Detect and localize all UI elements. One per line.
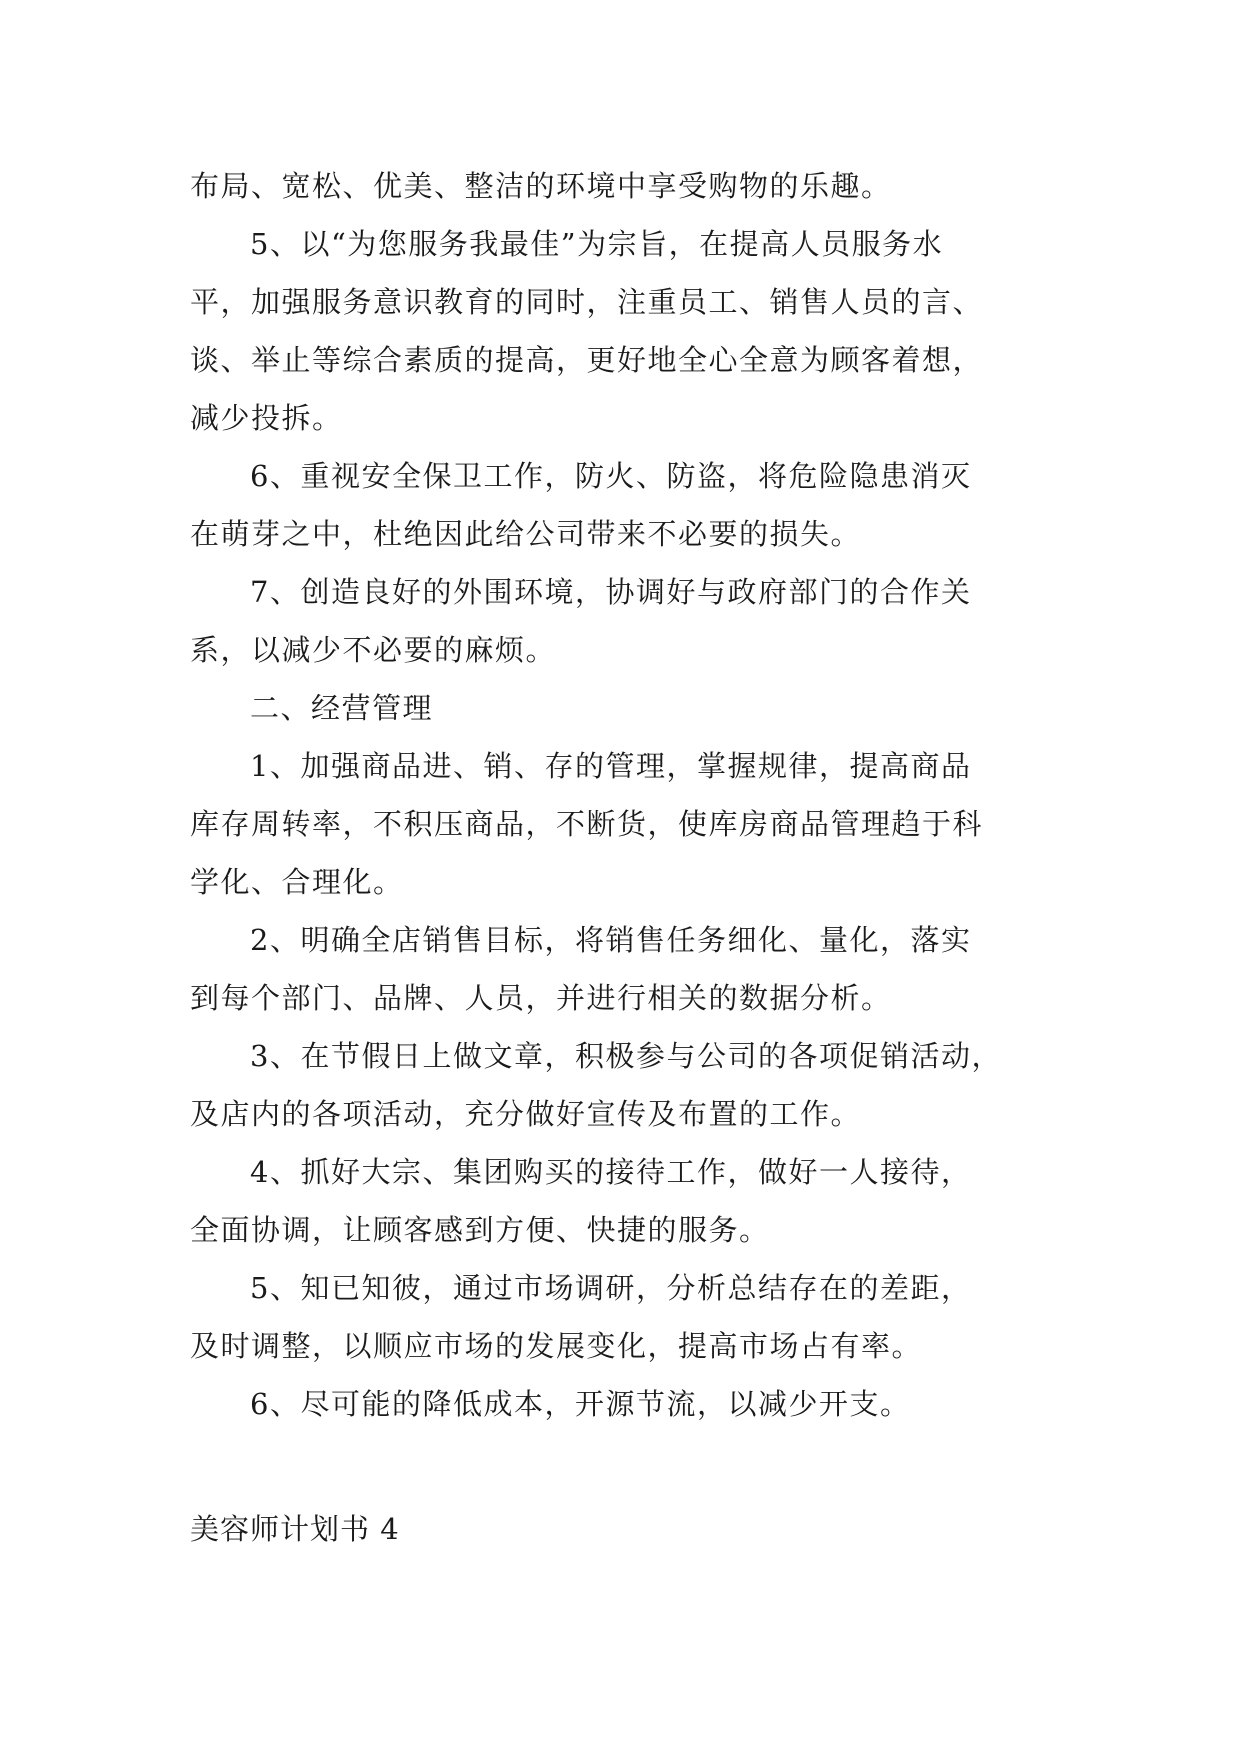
text-line: 5、知已知彼，通过市场调研，分析总结存在的差距， [250, 1271, 972, 1305]
text-line: 学化、合理化。 [190, 865, 404, 899]
text-line: 减少投拆。 [190, 401, 343, 435]
text-line: 及店内的各项活动，充分做好宣传及布置的工作。 [190, 1097, 862, 1131]
text-line: 二、经营管理 [250, 691, 434, 725]
document-body [190, 157, 1070, 1433]
text-line: 系，以减少不必要的麻烦。 [190, 633, 557, 667]
text-line: 到每个部门、品牌、人员，并进行相关的数据分析。 [190, 981, 892, 1015]
text-line: 6、尽可能的降低成本，开源节流，以减少开支。 [250, 1387, 911, 1421]
text-line: 5、以“为您服务我最佳”为宗旨，在提高人员服务水 [250, 227, 944, 261]
text-line: 3、在节假日上做文章，积极参与公司的各项促销活动， [250, 1039, 1002, 1073]
text-line: 4、抓好大宗、集团购买的接待工作，做好一人接待， [250, 1155, 972, 1189]
text-line: 6、重视安全保卫工作，防火、防盗，将危险隐患消灭 [250, 459, 972, 493]
text-line: 库存周转率，不积压商品，不断货，使库房商品管理趋于科 [190, 807, 984, 841]
text-line: 全面协调，让顾客感到方便、快捷的服务。 [190, 1213, 770, 1247]
text-line: 平，加强服务意识教育的同时，注重员工、销售人员的言、 [190, 285, 984, 319]
text-line: 2、明确全店销售目标，将销售任务细化、量化，落实 [250, 923, 972, 957]
text-line: 谈、举止等综合素质的提高，更好地全心全意为顾客着想， [190, 343, 984, 377]
text-line: 布局、宽松、优美、整洁的环境中享受购物的乐趣。 [190, 169, 892, 203]
next-section-title: 美容师计划书 4 [190, 1512, 400, 1546]
text-line: 及时调整，以顺应市场的发展变化，提高市场占有率。 [190, 1329, 923, 1363]
text-line: 1、加强商品进、销、存的管理，掌握规律，提高商品 [250, 749, 972, 783]
text-line: 7、创造良好的外围环境，协调好与政府部门的合作关 [250, 575, 972, 609]
text-line: 在萌芽之中，杜绝因此给公司带来不必要的损失。 [190, 517, 862, 551]
